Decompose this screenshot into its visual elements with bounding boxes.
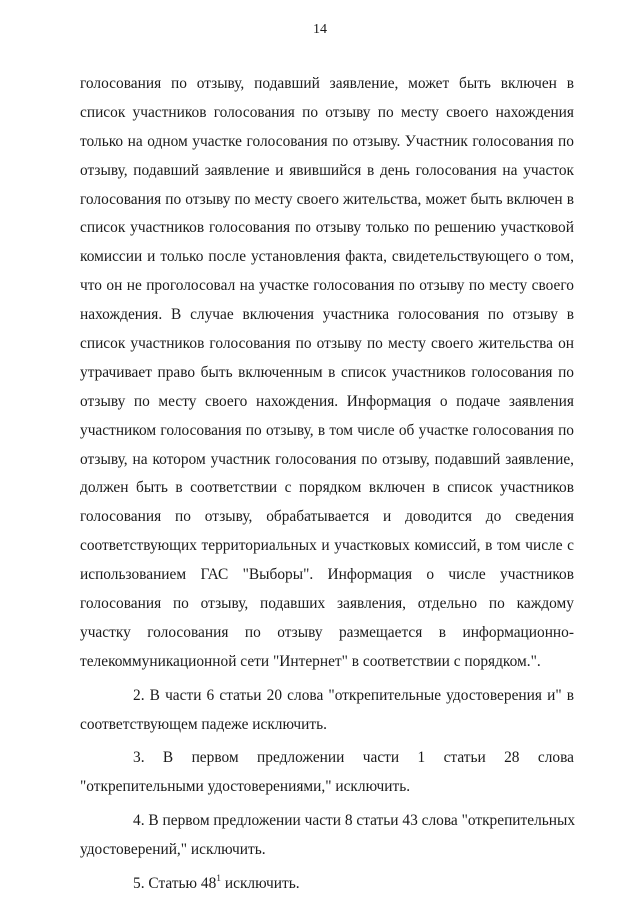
text-line: голосования по отзыву, подавший заявление, может быть включен в [80, 75, 574, 92]
paragraph-item-3 [80, 744, 574, 802]
page-number: 14 [313, 22, 327, 37]
text-line: отзыву по месту своего нахождения. Информация о подаче заявления [80, 392, 574, 410]
text-line: утрачивает право быть включенным в список участников голосования по [80, 363, 574, 381]
text-line: отзыву, на котором участник голосования по отзыву, подавший заявление, [80, 450, 574, 468]
text-line: список участников голосования по отзыву по месту своего нахождения [80, 103, 574, 121]
paragraph-1 [80, 70, 574, 677]
paragraph-item-2 [80, 682, 574, 740]
text-line: удостоверений," исключить. [80, 841, 266, 859]
text-line: "открепительными удостоверениями," исключить. [80, 778, 411, 796]
text-fragment: 5. Статью 48 [133, 875, 217, 893]
text-line: отзыву, подавший заявление и явившийся в день голосования на участок [80, 161, 574, 179]
text-line: нахождения. В случае включения участника голосования по отзыву в [80, 306, 574, 324]
text-line: участником голосования по отзыву, в том числе об участке голосования по [80, 421, 574, 439]
text-line: 4. В первом предложении части 8 статьи 43 слова "открепительных [133, 812, 576, 830]
paragraph-item-4 [80, 807, 574, 865]
text-line: список участников голосования по отзыву по месту своего жительства он [80, 335, 574, 353]
text-line: телекоммуникационной сети "Интернет" в соответствии с порядком.". [80, 652, 541, 670]
text-line: соответствующих территориальных и участковых комиссий, в том числе с [80, 537, 574, 555]
text-line: 3. В первом предложении части 1 статьи 28 слова [133, 749, 574, 767]
text-fragment: исключить. [221, 875, 300, 893]
text-line: голосования по отзыву, подавших заявления, отдельно по каждому [80, 595, 574, 613]
text-line: соответствующем падеже исключить. [80, 715, 327, 733]
text-line: что он не проголосовал на участке голосования по отзыву по месту своего [80, 277, 574, 295]
text-line: голосования по отзыву, обрабатывается и доводится до сведения [80, 508, 574, 526]
text-line: только на одном участке голосования по отзыву. Участник голосования по [80, 132, 574, 150]
document-body [80, 70, 574, 899]
text-line [80, 870, 574, 899]
text-line: 2. В части 6 статьи 20 слова "открепительные удостоверения и" в [133, 686, 574, 704]
text-line: должен быть в соответствии с порядком включен в список участников [80, 479, 574, 497]
text-line: комиссии и только после установления факта, свидетельствующего о том, [80, 248, 574, 266]
superscript-index: 1 [216, 873, 222, 884]
paragraph-item-5 [80, 870, 574, 899]
text-line: использованием ГАС "Выборы". Информация о числе участников [80, 566, 574, 584]
text-line: список участников голосования по отзыву только по решению участковой [80, 219, 574, 237]
text-line: участку голосования по отзыву размещается в информационно- [80, 623, 574, 641]
text-line: голосования по отзыву по месту своего жительства, может быть включен в [80, 190, 574, 208]
